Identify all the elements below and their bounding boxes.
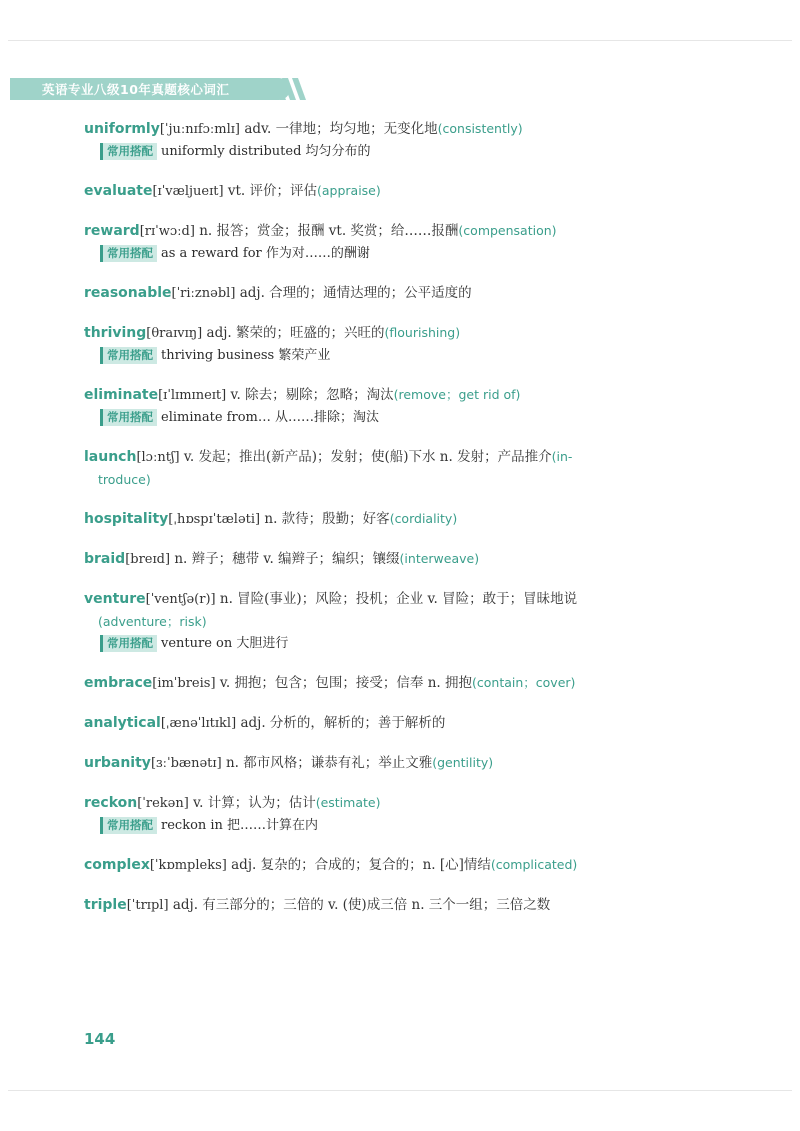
synonym: (remove；get rid of) — [393, 387, 521, 402]
collocation-text: uniformly distributed 均匀分布的 — [161, 144, 371, 159]
synonym: (contain；cover) — [472, 675, 576, 690]
phonetic: [ˈrekən] — [137, 796, 189, 811]
synonym: (appraise) — [316, 183, 381, 198]
headword: eliminate — [84, 387, 159, 403]
phonetic: [ˌænəˈlɪtɪkl] — [160, 716, 237, 731]
phonetic: [ˌhɒspɪˈtæləti] — [168, 512, 261, 527]
phonetic: [ɜːˈbænətɪ] — [150, 756, 222, 771]
synonym: (complicated) — [490, 857, 578, 872]
headword: launch — [84, 449, 137, 465]
definition: adj. 复杂的；合成的；复合的；n. [心]情结 — [231, 857, 491, 873]
collocation-text: eliminate from… 从……排除；淘汰 — [161, 410, 379, 425]
headword: reasonable — [84, 285, 172, 301]
vocab-entry — [84, 118, 674, 163]
definition: v. 发起；推出(新产品)；发射；使(船)下水 n. 发射；产品推介 — [183, 449, 552, 465]
phonetic: [rɪˈwɔːd] — [139, 224, 195, 239]
entry-headline — [84, 118, 674, 141]
phonetic: [θraɪvɪŋ] — [146, 326, 203, 341]
vocab-entry — [84, 672, 674, 695]
phonetic: [ɪˈvæljueɪt] — [152, 184, 224, 199]
collocation-line — [84, 141, 674, 163]
definition: v. 除去；剔除；忽略；淘汰 — [230, 387, 394, 403]
entry-headline — [84, 752, 674, 775]
entry-headline — [84, 588, 674, 611]
collocation-badge: 常用搭配 — [100, 245, 157, 262]
phonetic: [lɔːntʃ] — [136, 450, 180, 465]
phonetic: [ɪˈlɪmɪneɪt] — [158, 388, 227, 403]
phonetic: [ˈventʃə(r)] — [145, 592, 216, 607]
headword: urbanity — [84, 755, 151, 771]
headword: evaluate — [84, 183, 153, 199]
vocab-entry — [84, 712, 674, 735]
collocation-badge: 常用搭配 — [100, 409, 157, 426]
vocab-entry — [84, 792, 674, 837]
headword: hospitality — [84, 511, 169, 527]
headword: thriving — [84, 325, 147, 341]
vocab-entry — [84, 548, 674, 571]
vocab-entry — [84, 588, 674, 655]
vocab-entry — [84, 894, 674, 917]
headword: braid — [84, 551, 126, 567]
entry-headline — [84, 508, 674, 531]
headword: uniformly — [84, 121, 160, 137]
definition: v. 拥抱；包含；包围；接受；信奉 n. 拥抱 — [219, 675, 472, 691]
entry-headline — [84, 180, 674, 203]
phonetic: [ˈjuːnɪfɔːmlɪ] — [159, 122, 241, 137]
entry-headline — [84, 220, 674, 243]
collocation-text: reckon in 把……计算在内 — [161, 818, 319, 833]
definition: n. 款待；殷勤；好客 — [264, 511, 390, 527]
definition: adj. 繁荣的；旺盛的；兴旺的 — [206, 325, 385, 341]
page-number: 144 — [84, 1030, 116, 1048]
phonetic: [ˈriːznəbl] — [171, 286, 236, 301]
entry-headline — [84, 792, 674, 815]
vocabulary-list — [84, 118, 674, 934]
vocab-entry — [84, 180, 674, 203]
definition: vt. 评价；评估 — [227, 183, 317, 199]
definition: n. 冒险(事业)；风险；投机；企业 v. 冒险；敢于；冒昧地说 — [219, 591, 578, 607]
synonym: (estimate) — [315, 795, 381, 810]
synonym: (flourishing) — [384, 325, 461, 340]
headword: triple — [84, 897, 127, 913]
definition: adv. 一律地；均匀地；无变化地 — [244, 121, 438, 137]
vocab-entry — [84, 322, 674, 367]
vocab-entry — [84, 384, 674, 429]
collocation-line — [84, 815, 674, 837]
entry-headline — [84, 548, 674, 571]
synonym: (interweave) — [399, 551, 480, 566]
entry-headline — [84, 712, 674, 735]
entry-headline — [84, 672, 674, 695]
entry-headline — [84, 894, 674, 917]
definition-continuation: (adventure；risk) — [98, 614, 207, 629]
section-header — [10, 78, 290, 100]
entry-headline — [84, 446, 674, 469]
synonym: (in- — [551, 449, 573, 464]
phonetic: [imˈbreis] — [152, 676, 216, 691]
entry-headline — [84, 322, 674, 345]
entry-headline — [84, 384, 674, 407]
synonym: (consistently) — [437, 121, 523, 136]
headword: venture — [84, 591, 146, 607]
definition: n. 报答；赏金；报酬 vt. 奖赏；给……报酬 — [199, 223, 459, 239]
vocab-entry — [84, 752, 674, 775]
collocation-badge: 常用搭配 — [100, 817, 157, 834]
vocab-entry — [84, 282, 674, 305]
header-stripes-decoration — [252, 78, 308, 100]
definition: adj. 合理的；通情达理的；公平适度的 — [239, 285, 472, 301]
collocation-line — [84, 345, 674, 367]
definition: v. 计算；认为；估计 — [193, 795, 316, 811]
synonym: (gentility) — [432, 755, 494, 770]
entry-headline — [84, 282, 674, 305]
collocation-line — [84, 243, 674, 265]
phonetic: [ˈtrɪpl] — [126, 898, 169, 913]
vocab-entry — [84, 220, 674, 265]
definition-continuation: troduce) — [98, 472, 151, 487]
headword: complex — [84, 857, 150, 873]
phonetic: [ˈkɒmpleks] — [149, 858, 227, 873]
collocation-line — [84, 407, 674, 429]
entry-headline — [84, 854, 674, 877]
collocation-text: as a reward for 作为对……的酬谢 — [161, 246, 370, 261]
headword: analytical — [84, 715, 161, 731]
headword: reward — [84, 223, 140, 239]
collocation-badge: 常用搭配 — [100, 635, 157, 652]
headword: embrace — [84, 675, 153, 691]
header-title: 英语专业八级10年真题核心词汇 — [42, 82, 230, 97]
vocab-entry — [84, 854, 674, 877]
collocation-text: venture on 大胆进行 — [161, 636, 289, 651]
vocab-entry — [84, 508, 674, 531]
definition: adj. 有三部分的；三倍的 v. (使)成三倍 n. 三个一组；三倍之数 — [172, 897, 551, 913]
collocation-badge: 常用搭配 — [100, 347, 157, 364]
phonetic: [breɪd] — [125, 552, 171, 567]
synonym: (compensation) — [458, 223, 557, 238]
vocab-entry — [84, 446, 674, 491]
definition: n. 都市风格；谦恭有礼；举止文雅 — [225, 755, 433, 771]
definition: n. 辫子；穗带 v. 编辫子；编织；镶缀 — [174, 551, 400, 567]
collocation-line — [84, 633, 674, 655]
collocation-text: thriving business 繁荣产业 — [161, 348, 331, 363]
synonym: (cordiality) — [389, 511, 458, 526]
collocation-badge: 常用搭配 — [100, 143, 157, 160]
definition: adj. 分析的，解析的；善于解析的 — [240, 715, 446, 731]
headword: reckon — [84, 795, 138, 811]
